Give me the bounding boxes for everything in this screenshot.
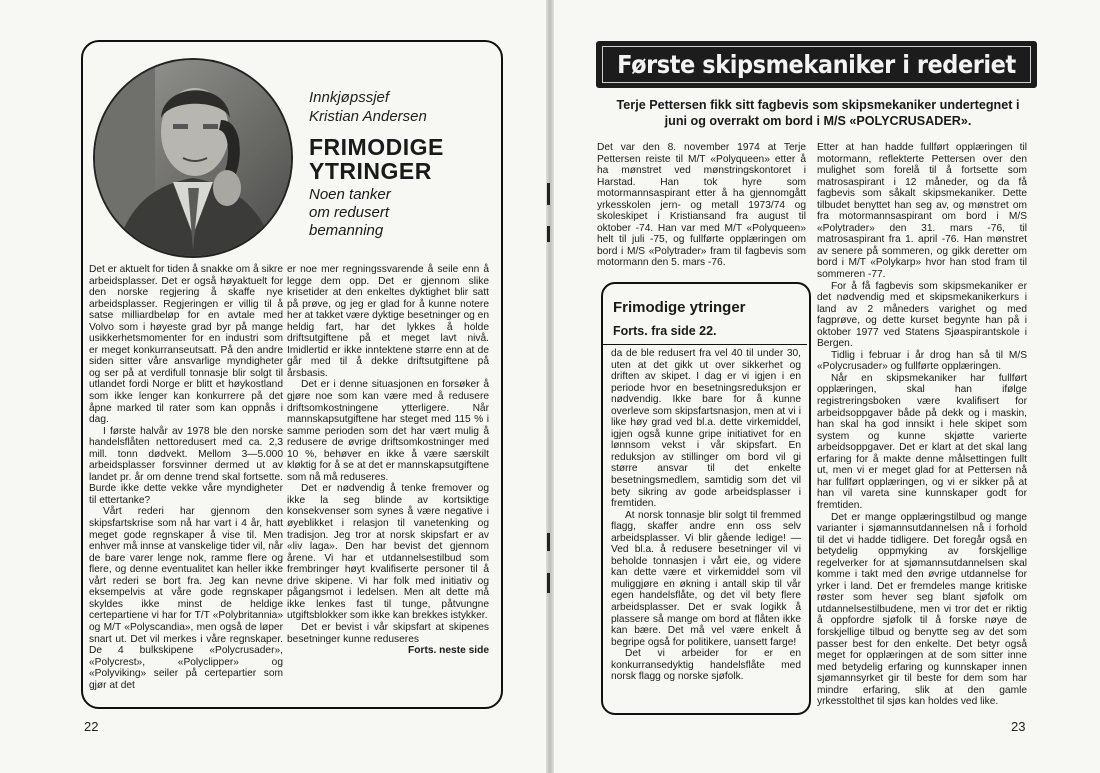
paragraph: Når en skipsmekaniker har fullført opplæringen, skal han ifølge registreringsboken være kvalifisert for arbeidsoppgaver både på dekk og i maskin, han skal ha god innsikt i hele skipet som system og kunne skjøtte varierte arbeidsoppgaver. Det er klart at det skal lang erfaring for å makte denne målsettingen fullt ut, men vi er meget glad for at Pettersen nå har fullført opplæringen, og vi er sikker på at han vil vareta sine kunnskaper godt for fremtiden. — [817, 372, 1027, 511]
right-column-1 — [597, 142, 806, 269]
page-number-left: 22 — [84, 719, 99, 734]
author-title: Innkjøpssjef — [309, 89, 390, 106]
paragraph: Det vi arbeider for er en konkurransedyktig handelsflåte med norsk flagg og norske sjøfolk. — [611, 648, 801, 683]
portrait-photo — [95, 60, 291, 256]
paragraph: I første halvår av 1978 ble den norske handelsflåten nettoredusert med ca. 2,3 mill. tonn dødvekt. Mellom 3—5.000 arbeidsplasser forsvinner dermed ut av landet pr. år om denne trend skal fortsette. Burde ikke dette vekke våre myndigheter til ettertanke? — [89, 425, 283, 506]
left-column-1 — [89, 264, 283, 691]
subhead-line-2: om redusert — [309, 204, 390, 221]
paragraph: At norsk tonnasje blir solgt til fremmed flagg, skaffer andre enn oss selv arbeidsplasser. Vi blir gående ledige! — Ved bl.a. å redusere besetninger vil vi beholde tonnasjen i vårt eie, og videre kan dette være et virkemiddel som vil muliggjøre en økning i antall skip til vår egen handelsflåte, og det vil bety flere arbeidsplasser. Det er svak logikk å plassere så mange om bord at flåten ikke kan bære. Det må vel være enkelt å begripe også for politikere, uansett farge! — [611, 509, 801, 648]
left-column-2 — [287, 264, 489, 657]
paragraph: Det er nødvendig å tenke fremover og ikke la seg blinde av kortsiktige konsekvenser som synes å være negative i øyeblikket i relasjon til vanetenking og tradisjon. Jeg tror at norsk skipsfart er av «liv laga». Den har bevist det gjennom årene. Vi har et utdannelsestilbud som frembringer høyt kvalifiserte personer til å drive skipene. Vi har folk med initiativ og pågangsmot i ledelsen. Men alt dette må ikke lenkes fast til tunge, påtvungne utgiftsblokker som ikke kan brekkes istykker. — [287, 483, 489, 622]
paragraph: Det er mange opplæringstilbud og mange varianter i sjømannsutdannelsen nå i forhold til det vi hadde tidligere. Det foregår også en betydelig oppmyking av forskjellige regelverker for at sjømannsutdannelsen skal komme i takt med den øvrige utdannelse for yrker i land. Det er fremdeles mange kritiske røster som hever seg blant sjøfolk om utdannelsestilbudene, men vi tror det er riktig å oppfordre sjøfolk til å forske nøye de forskjellige tilbud og benytte seg av det som passer best for den enkelte. Det betyr også meget for opplæringen at de som sitter inne med betydelig erfaring og kunnskaper innen sjømannsyrket gir til beste for dem som har mindre erfaring, slik at den gamle yrkesstolthet til sjøs kan holdes ved like. — [817, 511, 1027, 708]
binding-staple-top — [547, 183, 550, 205]
paragraph: Etter at han hadde fullført opplæringen til motormann, reflekterte Pettersen over den mulighet som forelå til å fortsette som matrosaspirant i 12 måneder, og da få fagbevis som såkalt skipsmekaniker. Dette tilbudet benyttet han seg av, og mønstret om fra motormannsaspirant om bord i M/S «Polytrader» den 31. mars -76, til matrosaspirant fra 1. april -76. Han mønstret av senere på sommeren, og gikk deretter om bord i M/T «Polykarp» hvor han stod fram til sommeren -77. — [817, 142, 1027, 281]
box-text — [611, 348, 801, 683]
continued-note: Forts. neste side — [408, 645, 489, 657]
paragraph: For å få fagbevis som skipsmekaniker er det nødvendig med et skipsmekanikerkurs i land av 2 måneders varighet og med fagprøve, og dette kurset begynte han på i oktober 1977 ved Statens Sjøaspirantskole i Bergen. — [817, 280, 1027, 350]
title-banner-inner — [602, 46, 1031, 83]
author-name: Kristian Andersen — [309, 108, 427, 125]
headline-line-2: YTRINGER — [309, 158, 432, 184]
author-byline — [309, 88, 427, 126]
page-spine — [546, 0, 554, 773]
paragraph: Vårt rederi har gjennom den skipsfartskrise som nå har vart i 4 år, hatt meget gode regnskaper å vise til. Men enhver må innse at vanskelige tider vil, når de bare varer lenge nok, ramme flere og flere, og denne eventualitet kan heller ikke vårt rederi se bort fra. Jeg kan nevne eksempelvis at våre gode regnskaper skyldes ikke minst de heldige certepartiene vi har for T/T «Polybritannia» og M/T «Polyscandia», men også de løper snart ut. Det vil merkes i våre regnskaper. De 4 bulkskipene «Polycrusader», «Polycrest», «Polyclipper» og «Polyviking» seiler på certepartier som gjør at det — [89, 506, 283, 691]
subhead-line-3: bemanning — [309, 222, 384, 239]
paragraph: Det er aktuelt for tiden å snakke om å sikre arbeidsplasser. Det er også høyaktuelt for den norske regjering å skaffe nye arbeidsplasser. Regjeringen er villig til å satse milliardbeløp for en avtale med Volvo som i høyeste grad byr på mange usikkerhetsmomenter for en industri som er meget konkurranseutsatt. På den andre siden sitter våre ansvarlige myndigheter og ser på at verdifull tonnasje blir solgt til utlandet fordi Norge er blitt et høykostland som ikke lenger kan konkurrere på det åpne marked til rater som kan oppnås i dag. — [89, 264, 283, 426]
title-banner — [596, 41, 1037, 88]
right-column-2 — [817, 142, 1027, 708]
box-divider — [603, 344, 807, 345]
paragraph: Det var den 8. november 1974 at Terje Pettersen reiste til M/T «Polyqueen» etter å ha mønstret ved mønstringskontoret i Harstad. Han tok hyre som motormannsaspirant etter å ha gjennomgått yrkesskolen jern- og metall 1973/74 og skoleskipet i Kristiansand fra august til oktober -74. Han var med M/T «Polyqueen» helt til juli -75, og fullførte opplæringen om bord i M/S «Polytrader» fram til fagbevis som motormann den 5. mars -76. — [597, 142, 806, 269]
binding-staple-mid — [547, 226, 550, 242]
subhead-line-1: Noen tanker — [309, 186, 391, 203]
paragraph: Tidlig i februar i år drog han så til M/S «Polycrusader» og fullførte opplæringen. — [817, 349, 1027, 373]
page-number-right: 23 — [1011, 719, 1026, 734]
paragraph: Det er i denne situasjonen en forsøker å gjøre noe som kan være med å redusere driftsomkostningene ytterligere. Når mannskapsutgiftene har steget med 115 % i samme perioden som det har vært mulig å redusere de øvrige driftsomkostninger med 10 %, behøver en ikke å være særskilt kløktig for å se at det er mannskapsutgiftene som nå må reduseres. — [287, 379, 489, 483]
author-portrait — [93, 58, 293, 258]
article-subhead — [309, 186, 391, 240]
paragraph: da de ble redusert fra vel 40 til under 30, uten at det gikk ut over sikkerhet og driften av skipet. I dag er vi igjen i en periode hvor en besetningsreduksjon er nødvendig. Ikke bare for å kunne overleve som skipsfartsnasjon, men at vi i like høy grad ved bl.a. dette virkemiddel, igjen også kunne gripe initiativet for en lønnsom vekst i vår skipsfart. En reduksjon av stillinger om bord vil gi større ansvar til det enkelte besetningsmedlem, samtidig som det vil bety sikring av gode arbeidsplasser i fremtiden. — [611, 348, 801, 510]
headline-line-1: FRIMODIGE — [309, 134, 444, 160]
paragraph: er noe mer regningssvarende å seile enn å legge dem opp. Det er gjennom slike krisetider at den enkeltes dyktighet blir satt på prøve, og jeg er glad for å kunne notere her at takket være dyktige besetninger og en heldig fart, har det lykkes å holde driftsutgiftene på et meget lavt nivå. Imidlertid er ikke inntektene større enn at de går med til å dekke driftsutgiftene på årsbasis. — [287, 264, 489, 379]
paragraph: Det er bevist i vår skipsfart at skipenes besetninger kunne reduseres — [287, 621, 489, 645]
binding-staple-bottom — [547, 573, 550, 593]
box-subtitle: Forts. fra side 22. — [613, 324, 717, 338]
article-lead: Terje Pettersen fikk sitt fagbevis som skipsmekaniker undertegnet i juni og overrakt om bord i M/S «POLYCRUSADER». — [616, 98, 1020, 128]
banner-title: Første skipsmekaniker i rederiet — [617, 50, 1016, 79]
binding-staple-lower — [547, 533, 550, 551]
box-title: Frimodige ytringer — [613, 299, 746, 316]
article-headline — [309, 135, 444, 183]
